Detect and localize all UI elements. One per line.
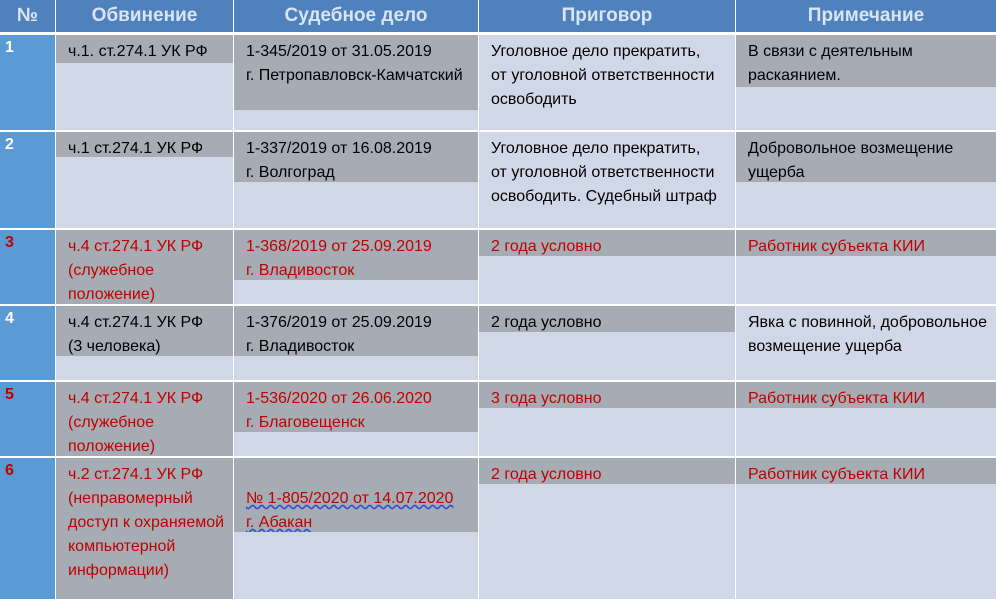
case-cell: 1-337/2019 от 16.08.2019 г. Волгоград (234, 132, 478, 182)
note-cell: В связи с деятельным раскаянием. (736, 35, 996, 87)
note-cell: Работник субъекта КИИ (736, 458, 996, 484)
note-cell: Явка с повинной, добровольное возмещение ущерба (736, 306, 996, 380)
verdict-cell: 2 года условно (479, 306, 735, 332)
verdict-cell: 2 года условно (479, 230, 735, 256)
note-cell-fill (736, 256, 996, 304)
header-case: Судебное дело (234, 0, 478, 32)
case-number-text: № 1-805/2020 от 14.07.2020 г. Абакан (246, 490, 454, 531)
row-number-cell (0, 380, 55, 456)
note-cell-fill (736, 182, 996, 228)
header-num: № (0, 0, 55, 32)
verdict-cell: Уголовное дело прекратить, от уголовной ответственности освободить (479, 35, 735, 130)
verdict-cell: Уголовное дело прекратить, от уголовной ответственности освободить. Судебный штраф (479, 132, 735, 228)
row-number-cell (0, 33, 55, 130)
charge-cell: ч.1. ст.274.1 УК РФ (56, 35, 233, 63)
case-cell-fill (234, 356, 478, 380)
verdict-cell: 2 года условно (479, 458, 735, 484)
column-divider (735, 0, 736, 599)
row-number: 4 (5, 310, 14, 327)
note-cell: Работник субъекта КИИ (736, 382, 996, 408)
row-number-cell (0, 456, 55, 599)
note-cell-fill (736, 408, 996, 456)
note-cell-fill (736, 484, 996, 599)
row-number: 3 (5, 234, 14, 251)
header-charge: Обвинение (56, 0, 233, 32)
verdict-cell: 3 года условно (479, 382, 735, 408)
case-cell-fill (234, 182, 478, 228)
verdict-cell-fill (479, 256, 735, 304)
case-cell-fill (234, 110, 478, 130)
charge-cell-fill (56, 63, 233, 130)
row-number: 2 (5, 136, 14, 153)
row-number: 6 (5, 462, 14, 479)
row-number: 5 (5, 386, 14, 403)
column-divider (55, 0, 56, 599)
charge-cell: ч.4 ст.274.1 УК РФ (служебное положение) (56, 230, 233, 304)
case-cell-fill (234, 532, 478, 599)
header-note: Примечание (736, 0, 996, 32)
case-cell: 1-345/2019 от 31.05.2019 г. Петропавловск-Камчатский (234, 35, 478, 110)
charge-cell-fill (56, 356, 233, 380)
verdict-cell-fill (479, 408, 735, 456)
case-cell-fill (234, 432, 478, 456)
row-number-cell (0, 304, 55, 380)
verdict-cell-fill (479, 332, 735, 380)
charge-cell: ч.2 ст.274.1 УК РФ (неправомерный доступ к охраняемой компьютерной информации) (56, 458, 233, 599)
column-divider (233, 0, 234, 599)
note-cell-fill (736, 87, 996, 130)
case-cell: 1-536/2020 от 26.06.2020 г. Благовещенск (234, 382, 478, 432)
column-divider (478, 0, 479, 599)
case-cell: 1-376/2019 от 25.09.2019 г. Владивосток (234, 306, 478, 356)
note-cell: Добровольное возмещение ущерба (736, 132, 996, 182)
case-cell-fill (234, 280, 478, 304)
header-verdict: Приговор (479, 0, 735, 32)
row-number-cell (0, 130, 55, 228)
verdict-cell-fill (479, 484, 735, 599)
charge-cell-fill (56, 157, 233, 228)
row-number-cell (0, 228, 55, 304)
charge-cell: ч.1 ст.274.1 УК РФ (56, 132, 233, 157)
case-cell: 1-368/2019 от 25.09.2019 г. Владивосток (234, 230, 478, 280)
row-number: 1 (5, 39, 14, 56)
note-cell: Работник субъекта КИИ (736, 230, 996, 256)
case-cell (234, 458, 478, 532)
charge-cell: ч.4 ст.274.1 УК РФ (3 человека) (56, 306, 233, 356)
charge-cell: ч.4 ст.274.1 УК РФ (служебное положение) (56, 382, 233, 456)
